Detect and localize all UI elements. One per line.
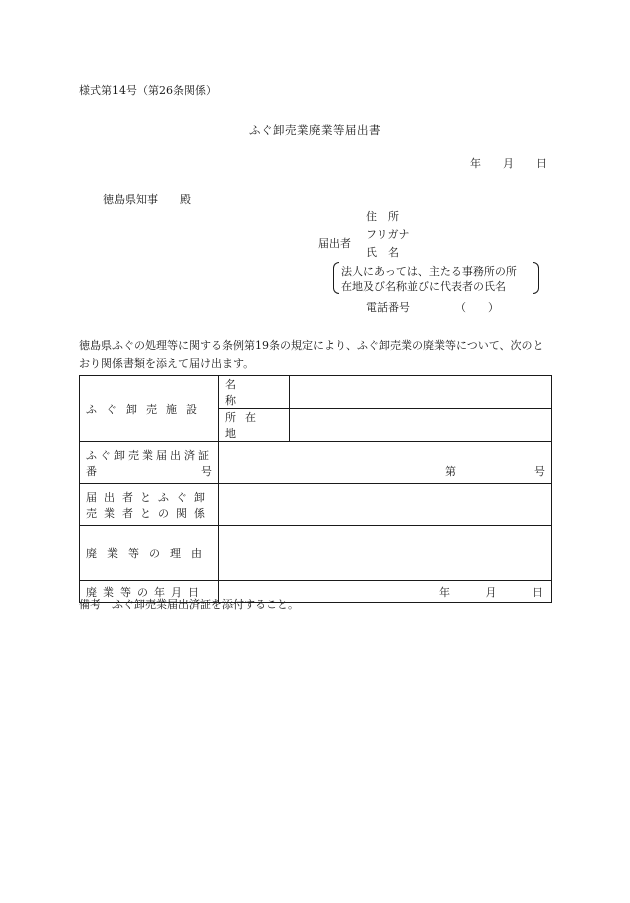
body-text: 徳島県ふぐの処理等に関する条例第19条の規定により、ふぐ卸売業の廃業等について、次のとおり関係書類を添えて届け出ます。 bbox=[79, 339, 544, 370]
phone-label: 電話番号 bbox=[366, 301, 410, 314]
date-day-label: 日 bbox=[536, 157, 547, 170]
notification-table bbox=[79, 375, 552, 603]
corporate-note-line1: 法人にあっては、主たる事務所の所 bbox=[341, 265, 517, 278]
submission-date bbox=[470, 155, 547, 171]
facility-location-label: 所在地 bbox=[219, 409, 290, 442]
discontinuation-date-label: 廃業等の年月日 bbox=[80, 581, 219, 603]
discontinuation-day-label: 日 bbox=[532, 585, 543, 599]
reason-label: 廃業等の理由 bbox=[80, 526, 219, 581]
facility-label: ふぐ卸売施設 bbox=[80, 376, 219, 442]
cert-number-suffix: 号 bbox=[534, 465, 545, 478]
date-month-label: 月 bbox=[503, 157, 514, 170]
form-id: 様式第14号（第26条関係） bbox=[79, 84, 217, 97]
cert-number-prefix: 第 bbox=[445, 465, 456, 478]
cert-number-label bbox=[80, 442, 219, 484]
cert-number-field[interactable] bbox=[219, 442, 552, 484]
relation-field[interactable] bbox=[219, 484, 552, 526]
relation-label-line2: 売業者との関係 bbox=[86, 506, 212, 520]
remarks-note: 備考 ふぐ卸売業届出済証を添付すること。 bbox=[79, 598, 299, 611]
document-title: ふぐ卸売業廃業等届出書 bbox=[249, 123, 381, 137]
address-label: 住 所 bbox=[366, 210, 399, 223]
name-label: 氏 名 bbox=[366, 246, 399, 259]
cert-number-label-line1: ふぐ卸売業届出済証 bbox=[86, 448, 212, 462]
addressee bbox=[103, 191, 191, 207]
cert-number-label-go: 号 bbox=[201, 464, 212, 478]
relation-label bbox=[80, 484, 219, 526]
facility-name-label: 名 称 bbox=[219, 376, 290, 409]
cert-number-label-ban: 番 bbox=[86, 464, 97, 478]
corporate-note-line2: 在地及び名称並びに代表者の氏名 bbox=[341, 280, 506, 293]
discontinuation-year-label: 年 bbox=[439, 585, 450, 599]
furigana-label: フリガナ bbox=[366, 228, 410, 241]
facility-location-field[interactable] bbox=[290, 409, 552, 442]
reason-field[interactable] bbox=[219, 526, 552, 581]
date-year-label: 年 bbox=[470, 157, 481, 170]
applicant-label: 届出者 bbox=[318, 237, 351, 250]
facility-name-field[interactable] bbox=[290, 376, 552, 409]
discontinuation-month-label: 月 bbox=[485, 585, 497, 599]
phone-parens: （ ） bbox=[455, 301, 499, 314]
relation-label-line1: 届出者とふぐ卸 bbox=[86, 490, 212, 504]
addressee-honorific: 殿 bbox=[180, 193, 191, 206]
addressee-name: 徳島県知事 bbox=[103, 193, 158, 206]
